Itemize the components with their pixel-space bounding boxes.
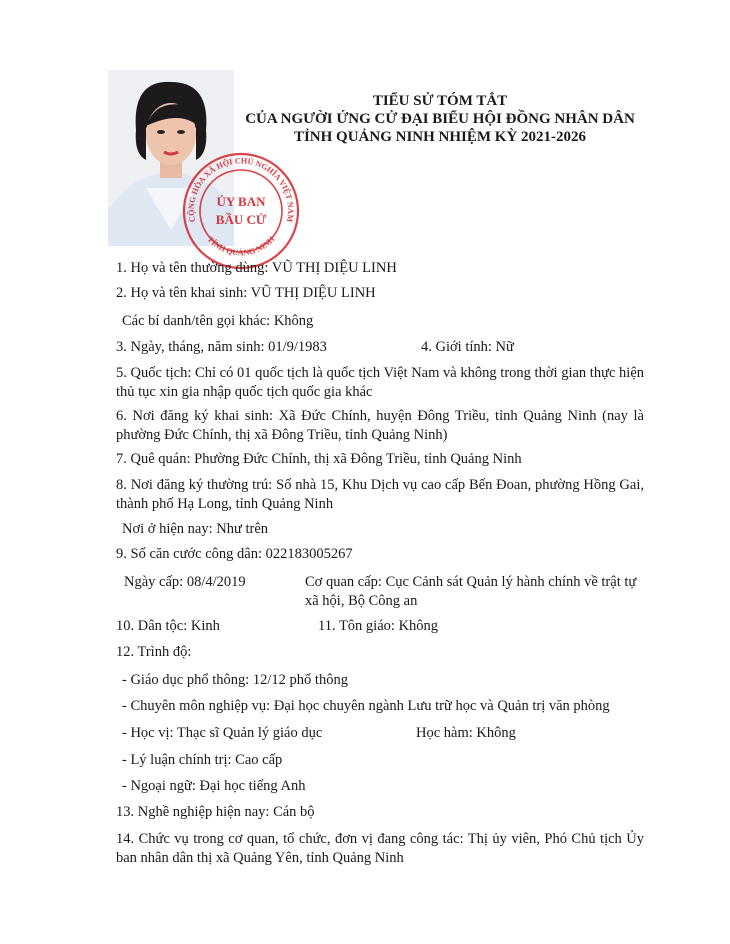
field-current-residence [122,520,268,539]
field-value: 12/12 phổ thông [252,672,348,688]
election-committee-stamp [180,150,302,272]
field-label: 5. Quốc tịch: [116,365,192,381]
field-value: Như trên [216,521,269,537]
field-birth-date [116,338,327,357]
field-value: Cán bộ [273,804,315,820]
field-value: Không [398,618,439,634]
field-label: Các bí danh/tên gọi khác: [122,313,271,329]
field-permanent-residence [116,476,644,514]
field-label: 12. Trình độ: [116,644,192,660]
field-birth-name [116,284,376,303]
field-alias [122,312,313,331]
field-label: - Lý luận chính trị: [122,752,232,768]
field-religion [318,617,438,636]
field-gender [421,338,514,357]
field-value: Chỉ có 01 quốc tịch là quốc tịch Việt Nam và không trong thời gian thực hiện thủ tục xin gia nhập quốc tịch quốc gia khác [116,365,644,400]
field-value: 022183005267 [265,546,353,562]
field-foreign-language [122,777,305,796]
title-line-1: TIỂU SỬ TÓM TẮT [372,93,508,109]
field-value: Xã Đức Chính, huyện Đông Triều, tỉnh Quảng Ninh (nay là phường Đức Chính, thị xã Đông Triều, tỉnh Quảng Ninh) [116,408,644,443]
field-value: Không [476,725,516,741]
field-label: - Giáo dục phổ thông: [122,672,250,688]
field-value: VŨ THỊ DIỆU LINH [271,260,397,276]
field-qualifications-heading [116,643,191,662]
field-position [116,830,644,868]
field-value: Phường Đức Chính, thị xã Đông Triều, tỉnh Quảng Ninh [194,451,522,467]
field-citizen-id [116,545,353,564]
field-political-theory [122,751,282,770]
title-line-3: TỈNH QUẢNG NINH NHIỆM KỲ 2021-2026 [293,129,587,145]
stamp-bottom-text: TỈNH QUẢNG NINH [205,234,277,258]
field-label: 8. Nơi đăng ký thường trú: [116,477,273,493]
field-academic-rank [416,724,516,743]
field-birth-registration [116,407,644,445]
field-value: Kinh [190,618,220,634]
field-value: Thị ủy viên, Phó Chủ tịch Ủy ban nhân dân thị xã Quảng Yên, tỉnh Quảng Ninh [116,831,644,866]
field-value: VŨ THỊ DIỆU LINH [250,285,376,301]
field-value: 08/4/2019 [186,574,246,590]
field-nationality [116,364,644,402]
field-academic-degree [122,724,322,743]
field-professional-major [122,697,610,716]
field-hometown [116,450,522,469]
field-value: Cao cấp [235,752,283,768]
stamp-center-line2: BẦU CỬ [215,212,267,227]
field-label: 4. Giới tính: [421,339,492,355]
field-label: 3. Ngày, tháng, năm sinh: [116,339,265,355]
field-label: 2. Họ và tên khai sinh: [116,285,248,301]
field-value: 01/9/1983 [268,339,327,355]
field-label: Học hàm: [416,725,473,741]
field-value: Cục Cảnh sát Quản lý hành chính về trật tự xã hội, Bộ Công an [305,574,637,609]
stamp-outer-text: CỘNG HÒA XÃ HỘI CHỦ NGHĨA VIỆT NAM [186,156,296,223]
field-value: Thạc sĩ Quản lý giáo dục [176,725,323,741]
field-label: 14. Chức vụ trong cơ quan, tổ chức, đơn vị đang công tác: [116,831,464,847]
field-ethnicity [116,617,220,636]
stamp-center-line1: ỦY BAN [216,194,266,209]
field-occupation [116,803,315,822]
field-common-name [116,259,397,278]
field-value: Không [273,313,314,329]
field-label: 6. Nơi đăng ký khai sinh: [116,408,274,424]
field-label: Ngày cấp: [124,574,184,590]
field-label: 1. Họ và tên thường dùng: [116,260,269,276]
field-label: Cơ quan cấp: [305,574,382,590]
field-issue-date [124,573,246,592]
field-label: 13. Nghề nghiệp hiện nay: [116,804,270,820]
field-value: Đại học chuyên ngành Lưu trữ học và Quản trị văn phòng [273,698,610,714]
field-label: 7. Quê quán: [116,451,191,467]
svg-text:TỈNH QUẢNG NINH [206,234,277,257]
field-label: 11. Tôn giáo: [318,618,395,634]
field-issuer [305,573,650,611]
field-label: 10. Dân tộc: [116,618,188,634]
field-value: Nữ [495,339,514,355]
field-label: - Học vị: [122,725,174,741]
title-line-2: CỦA NGƯỜI ỨNG CỬ ĐẠI BIỂU HỘI ĐỒNG NHÂN DÂN [245,111,635,127]
field-value: Đại học tiếng Anh [199,778,306,794]
field-value: Số nhà 15, Khu Dịch vụ cao cấp Bến Đoan, phường Hồng Gai, thành phố Hạ Long, tỉnh Quảng Ninh [116,477,644,512]
field-label: Nơi ở hiện nay: [122,521,213,537]
field-label: - Ngoại ngữ: [122,778,196,794]
field-label: - Chuyên môn nghiệp vụ: [122,698,271,714]
field-general-education [122,671,348,690]
field-label: 9. Số căn cước công dân: [116,546,262,562]
